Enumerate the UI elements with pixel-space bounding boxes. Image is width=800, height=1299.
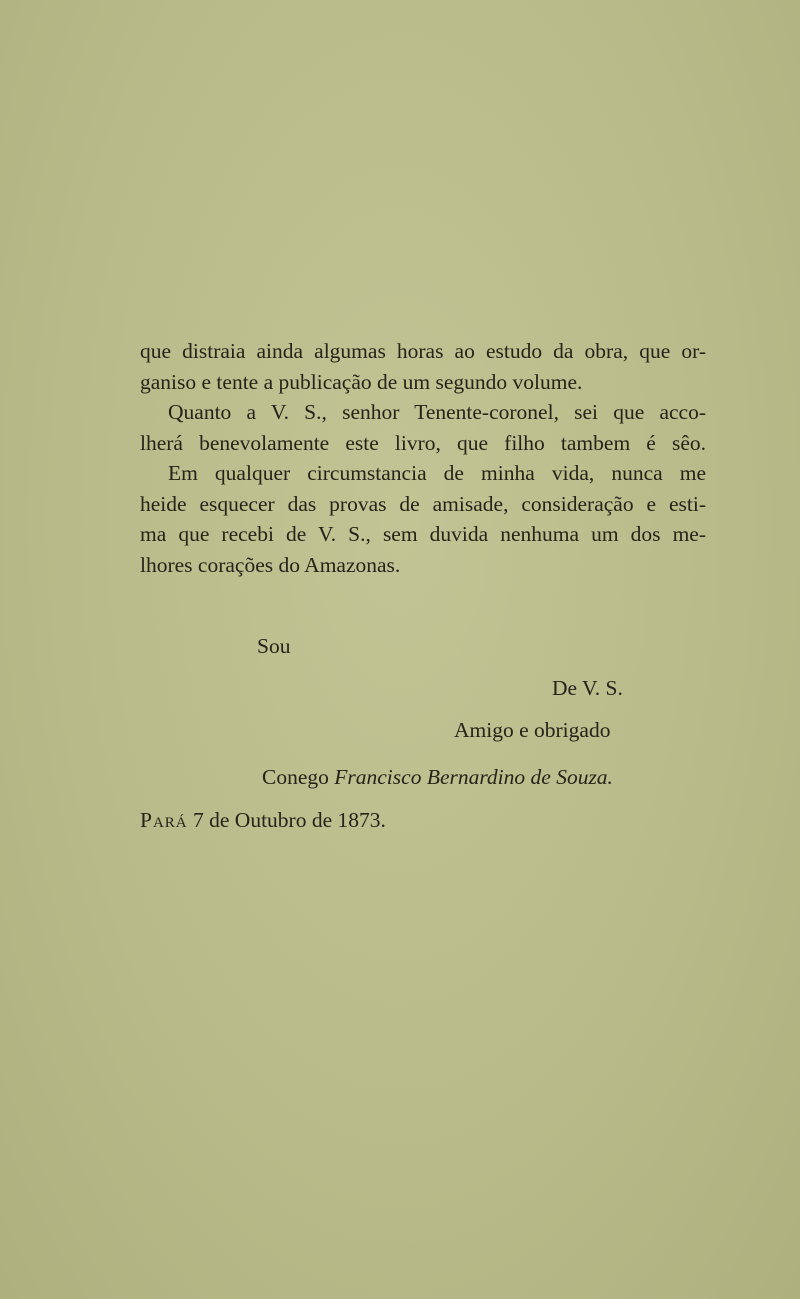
- body-line: ganiso e tente a publicação de um segundo volume.: [140, 369, 583, 394]
- signature-name: Francisco Bernardino de Souza.: [334, 765, 613, 789]
- body-line: Quanto a V. S., senhor Tenente-coronel, sei que acco-: [168, 400, 706, 424]
- dateline-date: 7 de Outubro de 1873.: [193, 808, 386, 832]
- body-line: lherá benevolamente este livro, que filho tambem é sêo.: [140, 430, 706, 455]
- dateline-place: Pará: [140, 808, 188, 832]
- closing-amigo: Amigo e obrigado: [454, 718, 611, 742]
- closing-de-vs: De V. S.: [552, 676, 623, 700]
- body-line: lhores corações do Amazonas.: [140, 552, 401, 577]
- closing-sou: Sou: [257, 634, 291, 658]
- dateline: [140, 808, 386, 833]
- letter-body: [140, 336, 706, 580]
- body-line: Em qualquer circumstancia de minha vida, nunca me: [168, 461, 706, 485]
- body-line: heide esquecer das provas de amisade, consideração e esti-: [140, 491, 706, 516]
- signature-title: Conego: [262, 765, 329, 789]
- body-line: que distraia ainda algumas horas ao estudo da obra, que or-: [140, 339, 706, 363]
- signature: [262, 765, 613, 790]
- body-line: ma que recebi de V. S., sem duvida nenhuma um dos me-: [140, 522, 706, 546]
